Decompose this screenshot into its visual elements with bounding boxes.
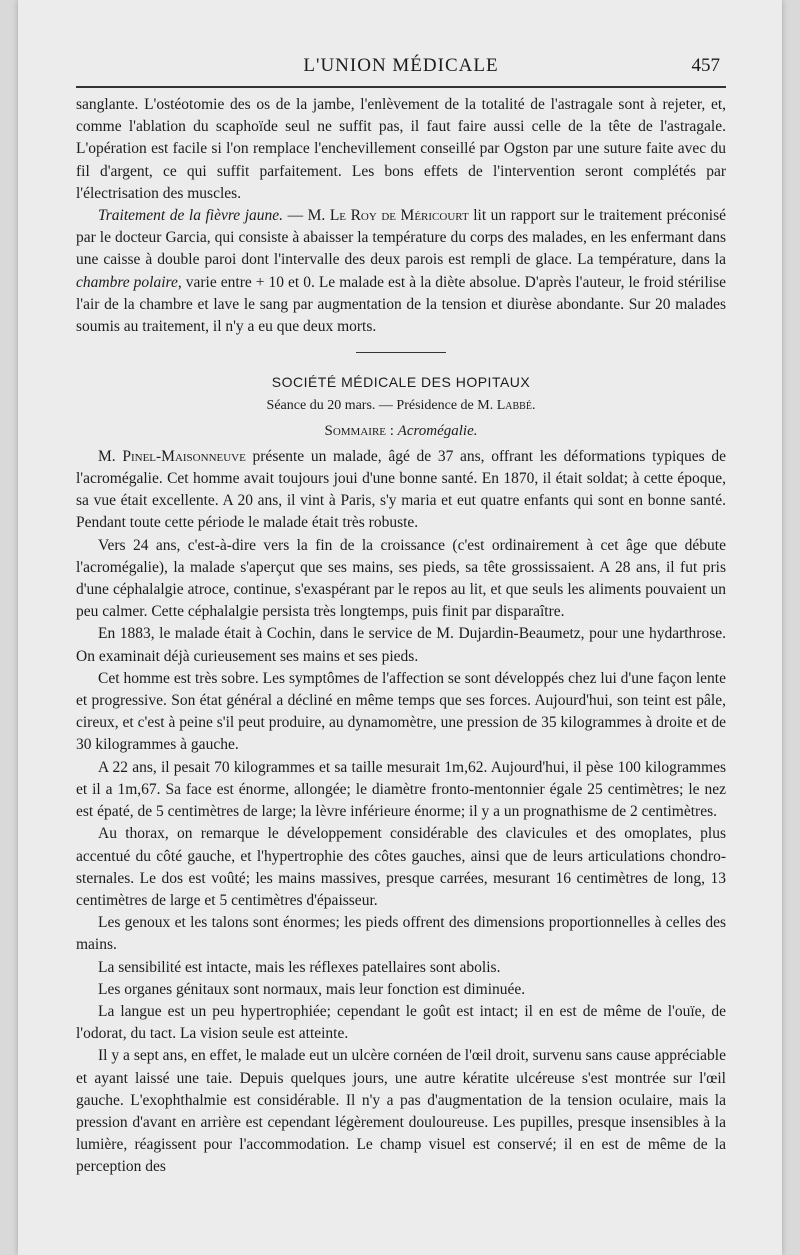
yellow-fever-author: Le Roy de Méricourt	[329, 207, 469, 225]
case-paragraph-8: La sensibilité est intacte, mais les réflexes patellaires sont abolis.	[98, 958, 501, 976]
yellow-fever-paragraph	[76, 205, 726, 338]
society-title: SOCIÉTÉ MÉDICALE DES HOPITAUX	[271, 374, 531, 391]
case-p1-author: Pinel-Maisonneuve	[122, 447, 246, 465]
session-suffix: .	[531, 398, 536, 414]
yellow-fever-text-a: lit un rapport sur le traitement préconisé par le docteur Garcia, qui consiste à abaisser la température du corps des malades, en les enfermant dans une caisse à double paroi dont l'intervalle des deux parois est rempli de glace. La température, dans la	[76, 207, 726, 269]
session-line	[76, 395, 726, 417]
case-paragraph-11: Il y a sept ans, en effet, le malade eut un ulcère cornéen de l'œil droit, survenu sans cause appréciable et ayant laissé une taie. Depuis quelques jours, une autre kératite ulcéreuse s'est montrée sur l'œil gauche. L'exophthalmie est considérable. Il n'y a pas d'augmentation de la tension oculaire, mais la pression d'avant en arrière est cependant légèrement douloureuse. Les pupilles, presque insensibles à la lumière, réagissent pour l'accommodation. Le champ visuel est conservé; il en est de même de la perception des	[76, 1047, 726, 1176]
case-paragraph-9: Les organes génitaux sont normaux, mais leur fonction est diminuée.	[98, 980, 526, 998]
case-p1-prefix: M.	[98, 447, 123, 465]
section-divider	[356, 352, 446, 353]
case-paragraph-4: Cet homme est très sobre. Les symptômes de l'affection se sont développés chez lui d'une façon lente et progressive. Son état général a décliné en même temps que ses forces. Aujourd'hui, son teint est pâle, cireux, et c'est à peine s'il peut produire, au dynamomètre, une pression de 35 kilogrammes à droite et de 30 kilogrammes à gauche.	[76, 669, 726, 754]
summary-topic: Acromégalie.	[397, 422, 478, 439]
case-paragraph-6: Au thorax, on remarque le développement considérable des clavicules et des omoplates, plus accentué du côté gauche, et l'hypertrophie des côtes gauches, ainsi que de leurs articulations chondro-sternales. Le dos est voûté; les mains massives, presque carrées, mesurant 16 centimètres de long, 13 centimètres de large et 5 centimètres d'épaisseur.	[76, 825, 726, 909]
yellow-fever-title: Traitement de la fièvre jaune.	[98, 207, 284, 225]
case-paragraph-10: La langue est un peu hypertrophiée; cependant le goût est intact; il en est de même de l'ouïe, de l'odorat, du tact. La vision seule est atteinte.	[76, 1002, 726, 1043]
summary-line	[76, 420, 726, 442]
case-paragraph-1	[76, 446, 726, 535]
yellow-fever-text-b: , varie entre + 10 et 0. Le malade est à la diète absolue. D'après l'auteur, le froid stérilise l'air de la chambre et lave le sang par augmentation de la tension et diurèse abondante. Sur 20 malades soumis au traitement, il n'y a eu que deux morts.	[76, 273, 727, 336]
case-paragraph-5: A 22 ans, il pesait 70 kilogrammes et sa taille mesurait 1m,62. Aujourd'hui, il pèse 100 kilogrammes et il a 1m,67. Sa face est énorme, allongée; le diamètre fronto-mentonnier égale 25 centimètres; le nez est épaté, de 5 centimètres de large; la lèvre inférieure énorme; il y a un prognathisme de 2 centimètres.	[76, 758, 726, 821]
journal-page	[18, 0, 782, 1255]
page-number: 457	[691, 55, 720, 76]
yellow-fever-dash: — M.	[283, 207, 330, 225]
case-paragraph-7: Les genoux et les talons sont énormes; les pieds offrent des dimensions proportionnelles à celles des mains.	[76, 914, 726, 954]
session-prefix: Séance du 20 mars. — Présidence de M.	[266, 398, 497, 414]
article-body	[76, 94, 726, 1179]
header-rule	[76, 86, 726, 88]
summary-label: Sommaire :	[324, 422, 398, 439]
case-paragraph-3: En 1883, le malade était à Cochin, dans le service de M. Dujardin-Beaumetz, pour une hydarthrose. On examinait déjà curieusement ses mains et ses pieds.	[76, 625, 726, 665]
yellow-fever-italic: chambre polaire	[76, 273, 178, 291]
continuation-paragraph: sanglante. L'ostéotomie des os de la jambe, l'enlèvement de la totalité de l'astragale sont à rejeter, et, comme l'ablation du scaphoïde seul ne suffit pas, il faut faire aussi celle de la tête de l'astragale. L'opération est facile si l'on remplace l'enchevillement conseillé par Ogston par une suture faite avec du fil d'argent, ce qui suffit parfaitement. Les bons effets de l'intervention seront complétés par l'électrisation des muscles.	[76, 96, 726, 202]
session-president: Labbé	[496, 398, 532, 414]
case-p1-text: présente un malade, âgé de 37 ans, offrant les déformations typiques de l'acromégalie. Cet homme avait toujours joui d'une bonne santé. En 1870, il était soldat; à cette époque, sa vue était excellente. A 20 ans, il vint à Paris, s'y maria et eut quatre enfants qui sont en bonne santé. Pendant toute cette période le malade était très robuste.	[76, 447, 726, 532]
running-title: L'UNION MÉDICALE	[303, 55, 499, 76]
case-paragraph-2: Vers 24 ans, c'est-à-dire vers la fin de la croissance (c'est ordinairement à cet âge que débute l'acromégalie), la malade s'aperçut que ses mains, ses pieds, sa tête grossissaient. A 28 ans, il fut pris d'une céphalalgie atroce, continue, s'exaspérant par le repos au lit, et que seuls les aliments pouvaient un peu calmer. Cette céphalalgie persista très longtemps, puis finit par disparaître.	[76, 536, 726, 621]
page-header	[76, 55, 726, 85]
